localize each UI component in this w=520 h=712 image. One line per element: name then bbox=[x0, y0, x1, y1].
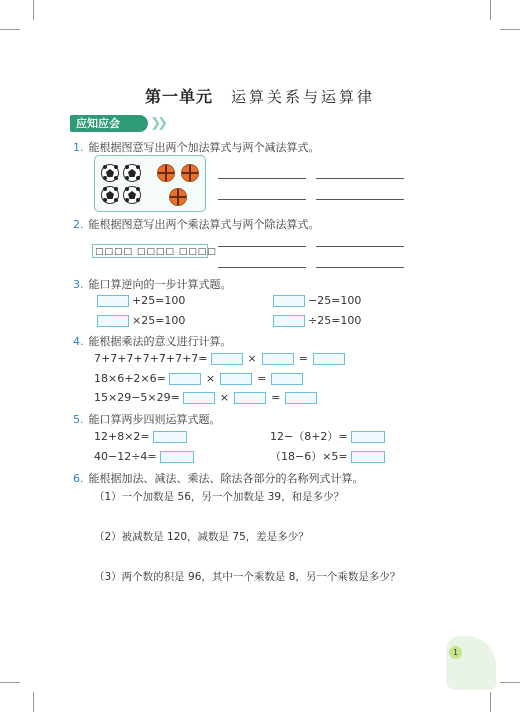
basketball-icon bbox=[169, 188, 187, 206]
answer-box[interactable] bbox=[169, 373, 201, 385]
question-3 bbox=[73, 276, 232, 292]
crop-mark bbox=[490, 0, 491, 20]
question-number: 5. bbox=[73, 413, 84, 426]
expression-5a: 12+8×2= bbox=[94, 430, 190, 444]
soccer-ball-icon bbox=[123, 164, 141, 182]
expression-5d: （18−6）×5= bbox=[270, 450, 388, 464]
answer-box[interactable] bbox=[97, 315, 129, 327]
crop-mark bbox=[0, 29, 20, 30]
answer-line[interactable] bbox=[316, 199, 404, 200]
balls-picture bbox=[94, 155, 206, 212]
answer-box[interactable] bbox=[313, 353, 345, 365]
page-corner-decoration bbox=[446, 636, 496, 690]
expression-4c: 15×29−5×29= × = bbox=[94, 391, 320, 405]
answer-box[interactable] bbox=[262, 353, 294, 365]
question-number: 6. bbox=[73, 472, 84, 485]
question-text: 能根据乘法的意义进行计算。 bbox=[88, 335, 232, 348]
answer-line[interactable] bbox=[316, 178, 404, 179]
sub-question-1: （1）一个加数是 56，另一个加数是 39，和是多少？ bbox=[94, 491, 345, 503]
unit-title bbox=[0, 84, 520, 107]
basketball-icon bbox=[181, 164, 199, 182]
answer-box[interactable] bbox=[211, 353, 243, 365]
expression-3a: +25=100 bbox=[94, 294, 185, 308]
crop-mark bbox=[33, 692, 34, 712]
question-number: 3. bbox=[73, 278, 84, 291]
soccer-ball-icon bbox=[101, 186, 119, 204]
question-text: 能根据加法、减法、乘法、除法各部分的名称列式计算。 bbox=[88, 472, 364, 485]
soccer-ball-icon bbox=[101, 164, 119, 182]
soccer-ball-icon bbox=[123, 186, 141, 204]
question-text: 能根据图意写出两个乘法算式与两个除法算式。 bbox=[88, 218, 320, 231]
unit-title-main: 第一单元 bbox=[144, 87, 213, 106]
section-badge bbox=[70, 115, 164, 132]
question-6 bbox=[73, 470, 364, 486]
crop-mark bbox=[0, 682, 20, 683]
answer-box[interactable] bbox=[271, 373, 303, 385]
question-text: 能根据图意写出两个加法算式与两个减法算式。 bbox=[88, 141, 320, 154]
page-number: 1 bbox=[449, 646, 462, 659]
answer-line[interactable] bbox=[316, 267, 404, 268]
sub-question-2: （2）被减数是 120，减数是 75，差是多少？ bbox=[94, 531, 309, 543]
question-1 bbox=[73, 139, 320, 155]
answer-box[interactable] bbox=[351, 431, 385, 443]
question-text: 能口算两步四则运算式题。 bbox=[88, 413, 221, 426]
section-badge-label: 应知应会 bbox=[76, 117, 120, 130]
expression-3d: ÷25=100 bbox=[270, 314, 361, 328]
expression-5c: 40−12÷4= bbox=[94, 450, 197, 464]
crop-mark bbox=[500, 682, 520, 683]
answer-box[interactable] bbox=[273, 315, 305, 327]
expression-4a: 7+7+7+7+7+7+7= × = bbox=[94, 352, 348, 366]
answer-box[interactable] bbox=[97, 295, 129, 307]
question-text: 能口算逆向的一步计算式题。 bbox=[88, 278, 232, 291]
expression-3c: ×25=100 bbox=[94, 314, 185, 328]
question-5 bbox=[73, 411, 221, 427]
chevron-right-icon: ❯❯ bbox=[150, 116, 164, 131]
answer-line[interactable] bbox=[218, 246, 306, 247]
answer-box[interactable] bbox=[153, 431, 187, 443]
question-number: 4. bbox=[73, 335, 84, 348]
answer-line[interactable] bbox=[316, 246, 404, 247]
question-4 bbox=[73, 333, 232, 349]
answer-box[interactable] bbox=[220, 373, 252, 385]
basketball-icon bbox=[157, 164, 175, 182]
question-2 bbox=[73, 216, 320, 232]
answer-line[interactable] bbox=[218, 199, 306, 200]
question-number: 2. bbox=[73, 218, 84, 231]
sub-question-3: （3）两个数的积是 96，其中一个乘数是 8，另一个乘数是多少？ bbox=[94, 571, 401, 583]
squares-picture: □□□□ □□□□ □□□□ bbox=[92, 244, 208, 258]
answer-box[interactable] bbox=[160, 451, 194, 463]
answer-box[interactable] bbox=[273, 295, 305, 307]
answer-box[interactable] bbox=[183, 392, 215, 404]
answer-box[interactable] bbox=[285, 392, 317, 404]
crop-mark bbox=[490, 692, 491, 712]
answer-box[interactable] bbox=[351, 451, 385, 463]
crop-mark bbox=[33, 0, 34, 20]
expression-5b: 12−（8+2）= bbox=[270, 430, 388, 444]
crop-mark bbox=[500, 29, 520, 30]
answer-box[interactable] bbox=[234, 392, 266, 404]
expression-3b: −25=100 bbox=[270, 294, 361, 308]
unit-title-sub: 运算关系与运算律 bbox=[231, 88, 376, 106]
expression-4b: 18×6+2×6= × = bbox=[94, 372, 306, 386]
answer-line[interactable] bbox=[218, 178, 306, 179]
question-number: 1. bbox=[73, 141, 84, 154]
answer-line[interactable] bbox=[218, 267, 306, 268]
